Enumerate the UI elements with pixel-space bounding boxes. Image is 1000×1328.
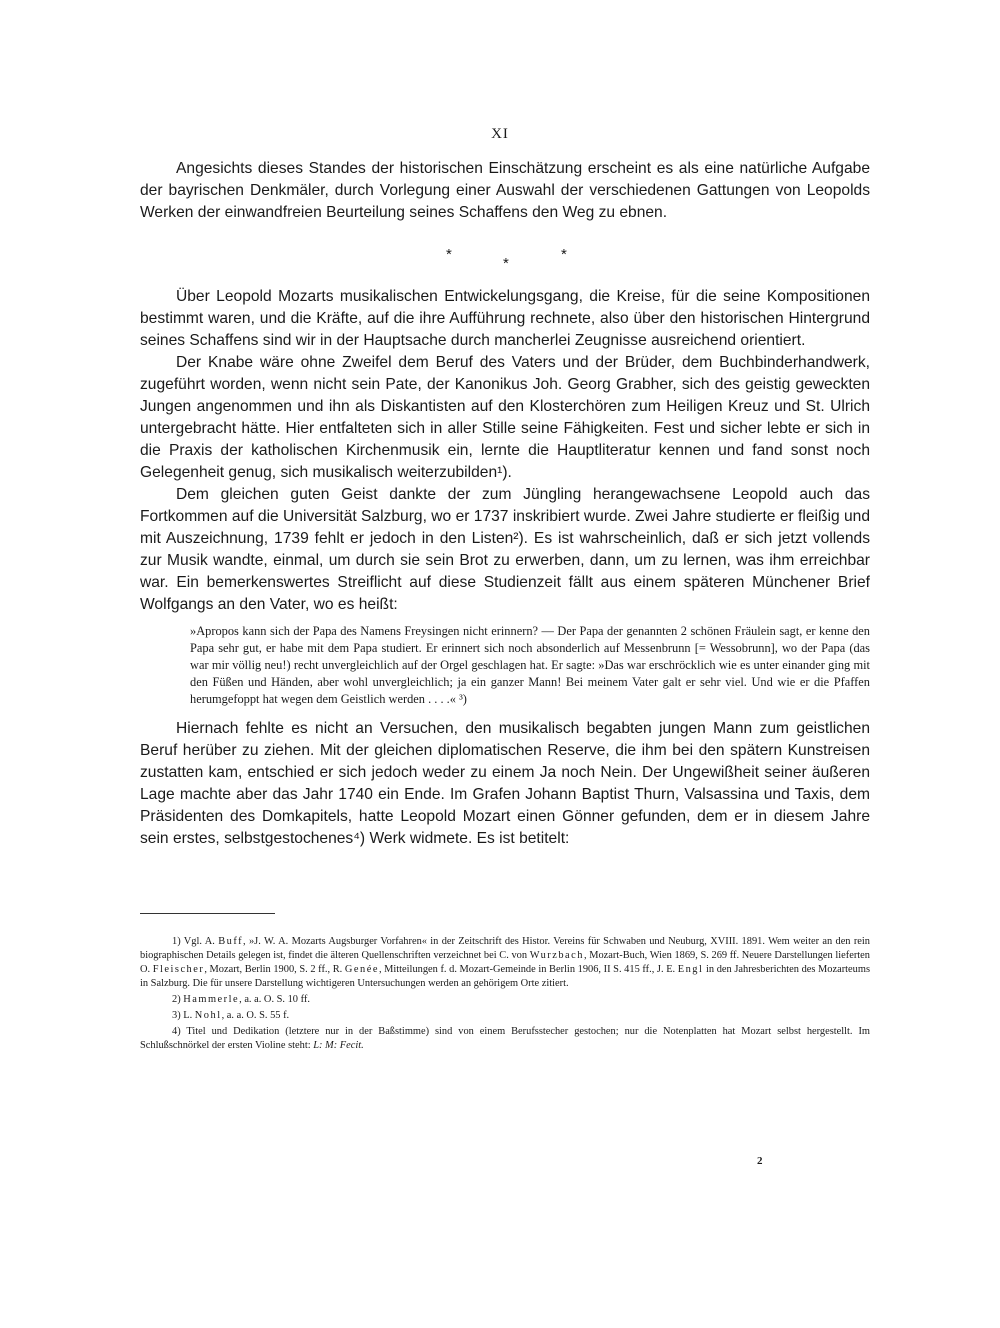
page-number-header: XI xyxy=(491,126,509,142)
main-text xyxy=(140,286,870,850)
footnote-4: 4) Titel und Dedikation (letztere nur in der Baßstimme) sind von einem Berufsstecher gestochen; nur die Notenplatten hat Mozart selbst hergestellt. Im Schlußschnörkel der ersten Violine steht: L: M: Fecit. xyxy=(140,1026,870,1051)
footnote-3: 3) L. Nohl, a. a. O. S. 55 f. xyxy=(172,1010,290,1021)
paragraph: Dem gleichen guten Geist dankte der zum Jüngling herangewachsene Leopold auch das Fortkommen auf die Universität Salzburg, wo er 1737 inskribiert wurde. Zwei Jahre studierte er fleißig und mit Auszeichnung, 1739 fehlt er jedoch in den Listen²). Es ist wahrscheinlich, daß er sich jetzt vollends zur Musik wandte, einmal, um durch sie sein Brot zu erwerben, dann, um zu lernen, was ihm erreichbar war. Ein bemerkenswertes Streiflicht auf diese Studienzeit fällt aus einem späteren Münchener Brief Wolfgangs an den Vater, wo es heißt: xyxy=(140,486,870,613)
intro-paragraph: Angesichts dieses Standes der historischen Einschätzung erscheint es als eine natürliche Aufgabe der bayrischen Denkmäler, durch Vorlegung einer Auswahl der verschiedenen Gattungen von Leopolds Werken der einwandfreien Beurteilung seines Schaffens den Weg zu ebnen. xyxy=(140,160,870,221)
paragraph: Über Leopold Mozarts musikalischen Entwickelungsgang, die Kreise, für die seine Kompositionen bestimmt waren, und die Kräfte, auf die ihre Aufführung rechnete, also über den historischen Hintergrund seines Schaffens sind wir in der Hauptsache durch mancherlei Zeugnisse ausreichend orientiert. xyxy=(140,288,870,349)
footnote-1: 1) Vgl. A. Buff, »J. W. A. Mozarts Augsburger Vorfahren« in der Zeitschrift des Histor. Vereins für Schwaben und Neuburg, XVIII. 1891. Wem weiter an den rein biographischen Details gelegen ist, findet die älteren Quellenschriften verzeichnet bei C. von Wurzbach, Mozart-Buch, Wien 1869, S. 269 ff. Neuere Darstellungen lieferten O. Fleischer, Mozart, Berlin 1900, S. 2 ff., R. Genée, Mitteilungen f. d. Mozart-Gemeinde in Berlin 1906, II S. 415 ff., J. E. Engl in den Jahresberichten des Mozarteums in Salzburg. Die für unsere Darstellung wichtigeren Untersuchungen werden an gehörigem Orte zitiert. xyxy=(140,936,870,989)
section-separator xyxy=(0,246,1000,272)
author-name: Hammerle xyxy=(183,994,240,1005)
paragraph: Hiernach fehlte es nicht an Versuchen, den musikalisch begabten jungen Mann zum geistlichen Beruf herüber zu ziehen. Mit der gleichen diplomatischen Reserve, die ihm bei den spätern Kunstreisen zustatten kam, entschied er sich jedoch weder zu einem Ja noch Nein. Der Ungewißheit seiner äußeren Lage machte aber das Jahr 1740 ein Ende. Im Grafen Johann Baptist Thurn, Valsassina und Taxis, dem Präsidenten des Domkapitels, hatte Leopold Mozart einen Gönner gefunden, dem er in diesem Jahre sein erstes, selbstgestochenes⁴) Werk widmete. Es ist betitelt: xyxy=(140,720,870,847)
author-name: Wurzbach xyxy=(529,950,584,961)
intro-section xyxy=(140,158,870,224)
author-name: Nohl xyxy=(194,1010,222,1021)
block-quote: »Apropos kann sich der Papa des Namens Freysingen nicht erinnern? — Der Papa der genannten 2 schönen Fräulein sagt, er kenne den Papa sehr gut, er habe mit dem Papa studiert. Er erinnert sich noch absonderlich auf Messenbrunn [= Wessobrunn], wo der Papa (das war mir völlig neu!) recht unvergleichlich auf der Orgel geschlagen hat. Er sagte: »Das war erschröcklich wie es unter einander ging mit den Füßen und Händen, aber wohl unvergleichlich; ja ein ganzer Mann! Bei meinem Vater galt er sehr viel. Und wie er die Pfaffen herumgefoppt hat wegen dem Geistlich werden . . . .« ³) xyxy=(190,624,870,706)
footnote-2: 2) Hammerle, a. a. O. S. 10 ff. xyxy=(172,994,310,1005)
author-name: Genée xyxy=(344,964,379,975)
asterisk: * xyxy=(561,246,567,263)
page-number-footer: 2 xyxy=(757,1155,763,1167)
signature-text: L: M: Fecit. xyxy=(313,1040,364,1051)
footnotes xyxy=(140,935,870,1055)
footnote-rule xyxy=(140,913,275,914)
author-name: Fleischer xyxy=(152,964,205,975)
author-name: Buff xyxy=(218,936,244,947)
author-name: Engl xyxy=(677,964,704,975)
paragraph: Der Knabe wäre ohne Zweifel dem Beruf des Vaters und der Brüder, dem Buchbinderhandwerk, zugeführt worden, wenn nicht sein Pate, der Kanonikus Joh. Georg Grabher, sich des geistig geweckten Jungen angenommen und ihn als Diskantisten auf den Klosterchören zum Heiligen Kreuz und St. Ulrich untergebracht hätte. Hier entfalteten sich in aller Stille seine Fähigkeiten. Fest und sicher lebte er sich in die Praxis der katholischen Kirchenmusik ein, lernte die Hauptliteratur kennen und fand sonst noch Gelegenheit genug, sich musikalisch weiterzubilden¹). xyxy=(140,354,870,481)
asterisk: * xyxy=(503,255,509,272)
asterisk: * xyxy=(446,246,452,263)
